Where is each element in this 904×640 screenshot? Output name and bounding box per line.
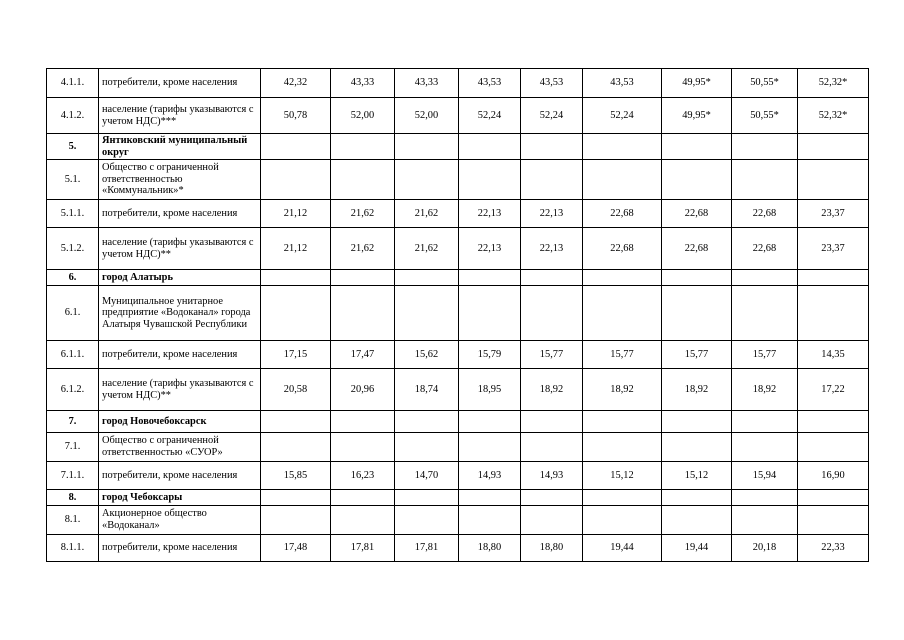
- tariff-value-cell: [459, 160, 521, 200]
- tariff-value-cell: [798, 286, 869, 341]
- tariff-value-cell: [732, 160, 798, 200]
- tariff-value-cell: 21,62: [395, 228, 459, 270]
- tariff-value-cell: 15,12: [662, 462, 732, 490]
- table-row: [47, 535, 869, 562]
- tariff-value-cell: [261, 134, 331, 160]
- tariff-value-cell: [331, 270, 395, 286]
- tariff-value-cell: [798, 134, 869, 160]
- tariff-value-cell: 22,33: [798, 535, 869, 562]
- tariff-value-cell: 52,00: [331, 98, 395, 134]
- tariff-value-cell: 50,55*: [732, 98, 798, 134]
- tariff-value-cell: [331, 134, 395, 160]
- tariff-value-cell: [662, 490, 732, 506]
- tariff-value-cell: 14,93: [459, 462, 521, 490]
- table-row: [47, 433, 869, 462]
- tariff-value-cell: 18,80: [521, 535, 583, 562]
- row-number: 7.: [47, 411, 99, 433]
- row-number: 6.1.2.: [47, 369, 99, 411]
- tariff-value-cell: [459, 506, 521, 535]
- tariff-value-cell: 43,53: [521, 69, 583, 98]
- row-name: город Чебоксары: [99, 490, 261, 506]
- tariff-value-cell: 19,44: [662, 535, 732, 562]
- tariff-value-cell: [459, 270, 521, 286]
- tariff-value-cell: [331, 433, 395, 462]
- table-row: [47, 286, 869, 341]
- tariff-value-cell: [261, 433, 331, 462]
- tariff-value-cell: [331, 160, 395, 200]
- tariff-value-cell: 21,62: [331, 228, 395, 270]
- tariff-value-cell: 52,32*: [798, 98, 869, 134]
- tariff-value-cell: [662, 433, 732, 462]
- row-number: 7.1.1.: [47, 462, 99, 490]
- tariff-value-cell: [662, 270, 732, 286]
- tariff-value-cell: 22,13: [521, 228, 583, 270]
- tariff-value-cell: 15,77: [732, 341, 798, 369]
- row-name: потребители, кроме населения: [99, 341, 261, 369]
- tariff-value-cell: [583, 411, 662, 433]
- tariff-value-cell: [732, 506, 798, 535]
- tariff-value-cell: [459, 286, 521, 341]
- tariff-value-cell: 18,92: [732, 369, 798, 411]
- tariff-value-cell: 16,23: [331, 462, 395, 490]
- tariff-value-cell: 52,32*: [798, 69, 869, 98]
- tariff-value-cell: 18,95: [459, 369, 521, 411]
- tariff-value-cell: [583, 490, 662, 506]
- tariff-value-cell: 43,33: [395, 69, 459, 98]
- table-row: [47, 228, 869, 270]
- tariff-value-cell: 17,47: [331, 341, 395, 369]
- table-row: [47, 69, 869, 98]
- tariff-value-cell: 16,90: [798, 462, 869, 490]
- tariff-value-cell: 17,48: [261, 535, 331, 562]
- tariff-value-cell: [732, 270, 798, 286]
- tariff-value-cell: [521, 490, 583, 506]
- table-row: [47, 490, 869, 506]
- tariff-value-cell: [395, 490, 459, 506]
- table-row: [47, 160, 869, 200]
- tariff-value-cell: 50,78: [261, 98, 331, 134]
- row-name: потребители, кроме населения: [99, 462, 261, 490]
- tariff-value-cell: [395, 411, 459, 433]
- tariff-value-cell: [521, 433, 583, 462]
- tariff-value-cell: [331, 286, 395, 341]
- row-name: Акционерное общество «Водоканал»: [99, 506, 261, 535]
- tariff-value-cell: 21,62: [395, 200, 459, 228]
- tariff-value-cell: 17,22: [798, 369, 869, 411]
- row-name: население (тарифы указываются с учетом НДС)**: [99, 369, 261, 411]
- tariff-value-cell: 15,12: [583, 462, 662, 490]
- tariff-value-cell: 22,68: [583, 200, 662, 228]
- tariff-value-cell: 17,15: [261, 341, 331, 369]
- tariff-value-cell: [521, 270, 583, 286]
- row-name: город Алатырь: [99, 270, 261, 286]
- row-name: город Новочебоксарск: [99, 411, 261, 433]
- tariff-value-cell: [459, 134, 521, 160]
- tariff-value-cell: 22,13: [459, 228, 521, 270]
- tariff-value-cell: [662, 411, 732, 433]
- table-row: [47, 369, 869, 411]
- tariff-value-cell: [662, 506, 732, 535]
- tariff-value-cell: 52,24: [459, 98, 521, 134]
- tariff-value-cell: [583, 506, 662, 535]
- tariff-value-cell: 15,77: [521, 341, 583, 369]
- tariff-value-cell: 15,62: [395, 341, 459, 369]
- tariff-value-cell: 23,37: [798, 200, 869, 228]
- table-row: [47, 270, 869, 286]
- row-number: 5.1.1.: [47, 200, 99, 228]
- tariff-value-cell: [459, 411, 521, 433]
- row-name: Муниципальное унитарное предприятие «Водоканал» города Алатыря Чувашской Республики: [99, 286, 261, 341]
- tariff-value-cell: [331, 506, 395, 535]
- tariff-value-cell: [331, 411, 395, 433]
- tariff-value-cell: [395, 270, 459, 286]
- tariff-value-cell: [521, 134, 583, 160]
- row-name: Янтиковский муниципальный округ: [99, 134, 261, 160]
- tariff-value-cell: [459, 433, 521, 462]
- tariff-value-cell: [521, 286, 583, 341]
- tariff-value-cell: [261, 490, 331, 506]
- tariff-value-cell: 18,92: [583, 369, 662, 411]
- tariff-value-cell: [732, 433, 798, 462]
- tariff-value-cell: 14,93: [521, 462, 583, 490]
- tariff-value-cell: 22,68: [732, 228, 798, 270]
- tariff-value-cell: [583, 286, 662, 341]
- tariff-table-body: [47, 69, 869, 562]
- tariff-value-cell: [732, 134, 798, 160]
- tariff-value-cell: 43,53: [583, 69, 662, 98]
- row-name: население (тарифы указываются с учетом НДС)***: [99, 98, 261, 134]
- tariff-value-cell: 22,13: [459, 200, 521, 228]
- tariff-value-cell: [395, 286, 459, 341]
- row-number: 4.1.2.: [47, 98, 99, 134]
- row-name: потребители, кроме населения: [99, 535, 261, 562]
- tariff-value-cell: 50,55*: [732, 69, 798, 98]
- tariff-value-cell: [583, 270, 662, 286]
- row-number: 8.1.1.: [47, 535, 99, 562]
- tariff-value-cell: 21,12: [261, 200, 331, 228]
- row-number: 6.1.1.: [47, 341, 99, 369]
- row-number: 4.1.1.: [47, 69, 99, 98]
- tariff-value-cell: [331, 490, 395, 506]
- tariff-value-cell: 22,68: [583, 228, 662, 270]
- row-number: 5.: [47, 134, 99, 160]
- tariff-value-cell: 20,58: [261, 369, 331, 411]
- tariff-value-cell: 18,80: [459, 535, 521, 562]
- tariff-value-cell: [395, 160, 459, 200]
- tariff-value-cell: 15,94: [732, 462, 798, 490]
- tariff-table: [46, 68, 869, 562]
- row-name: потребители, кроме населения: [99, 69, 261, 98]
- tariff-value-cell: [261, 270, 331, 286]
- tariff-value-cell: 18,92: [521, 369, 583, 411]
- tariff-value-cell: 52,24: [521, 98, 583, 134]
- table-row: [47, 98, 869, 134]
- tariff-value-cell: [798, 506, 869, 535]
- tariff-value-cell: 49,95*: [662, 98, 732, 134]
- tariff-value-cell: 14,70: [395, 462, 459, 490]
- tariff-value-cell: 15,77: [583, 341, 662, 369]
- row-name: Общество с ограниченной ответственностью «Коммунальник»*: [99, 160, 261, 200]
- tariff-value-cell: [732, 490, 798, 506]
- tariff-value-cell: 21,12: [261, 228, 331, 270]
- tariff-value-cell: [798, 160, 869, 200]
- tariff-value-cell: [261, 411, 331, 433]
- table-row: [47, 200, 869, 228]
- tariff-value-cell: 19,44: [583, 535, 662, 562]
- tariff-value-cell: 43,33: [331, 69, 395, 98]
- row-number: 5.1.: [47, 160, 99, 200]
- tariff-value-cell: [798, 433, 869, 462]
- tariff-value-cell: 52,00: [395, 98, 459, 134]
- row-number: 8.1.: [47, 506, 99, 535]
- tariff-value-cell: 20,96: [331, 369, 395, 411]
- tariff-value-cell: 23,37: [798, 228, 869, 270]
- row-number: 5.1.2.: [47, 228, 99, 270]
- tariff-value-cell: 22,68: [732, 200, 798, 228]
- tariff-value-cell: [395, 506, 459, 535]
- tariff-value-cell: 20,18: [732, 535, 798, 562]
- tariff-value-cell: [459, 490, 521, 506]
- tariff-value-cell: [732, 286, 798, 341]
- tariff-value-cell: [395, 433, 459, 462]
- tariff-value-cell: 49,95*: [662, 69, 732, 98]
- tariff-value-cell: 15,77: [662, 341, 732, 369]
- tariff-value-cell: 22,13: [521, 200, 583, 228]
- tariff-value-cell: [261, 286, 331, 341]
- tariff-value-cell: [732, 411, 798, 433]
- tariff-value-cell: [521, 160, 583, 200]
- row-name: население (тарифы указываются с учетом НДС)**: [99, 228, 261, 270]
- row-number: 6.1.: [47, 286, 99, 341]
- tariff-value-cell: 22,68: [662, 200, 732, 228]
- row-name: потребители, кроме населения: [99, 200, 261, 228]
- tariff-value-cell: 18,74: [395, 369, 459, 411]
- tariff-value-cell: 17,81: [331, 535, 395, 562]
- tariff-value-cell: [583, 134, 662, 160]
- row-number: 7.1.: [47, 433, 99, 462]
- tariff-value-cell: [583, 433, 662, 462]
- tariff-value-cell: [798, 411, 869, 433]
- tariff-value-cell: 52,24: [583, 98, 662, 134]
- row-number: 6.: [47, 270, 99, 286]
- tariff-value-cell: 21,62: [331, 200, 395, 228]
- tariff-value-cell: 14,35: [798, 341, 869, 369]
- table-row: [47, 462, 869, 490]
- tariff-value-cell: 42,32: [261, 69, 331, 98]
- tariff-value-cell: 18,92: [662, 369, 732, 411]
- tariff-value-cell: [521, 506, 583, 535]
- tariff-value-cell: 22,68: [662, 228, 732, 270]
- row-number: 8.: [47, 490, 99, 506]
- tariff-value-cell: [662, 134, 732, 160]
- tariff-value-cell: [583, 160, 662, 200]
- table-row: [47, 411, 869, 433]
- tariff-value-cell: [798, 270, 869, 286]
- tariff-value-cell: [662, 286, 732, 341]
- tariff-value-cell: 15,85: [261, 462, 331, 490]
- tariff-value-cell: 43,53: [459, 69, 521, 98]
- table-row: [47, 134, 869, 160]
- tariff-value-cell: [662, 160, 732, 200]
- tariff-value-cell: [395, 134, 459, 160]
- tariff-value-cell: [521, 411, 583, 433]
- table-row: [47, 506, 869, 535]
- tariff-value-cell: [798, 490, 869, 506]
- table-row: [47, 341, 869, 369]
- tariff-value-cell: 17,81: [395, 535, 459, 562]
- tariff-value-cell: 15,79: [459, 341, 521, 369]
- tariff-value-cell: [261, 506, 331, 535]
- row-name: Общество с ограниченной ответственностью «СУОР»: [99, 433, 261, 462]
- tariff-value-cell: [261, 160, 331, 200]
